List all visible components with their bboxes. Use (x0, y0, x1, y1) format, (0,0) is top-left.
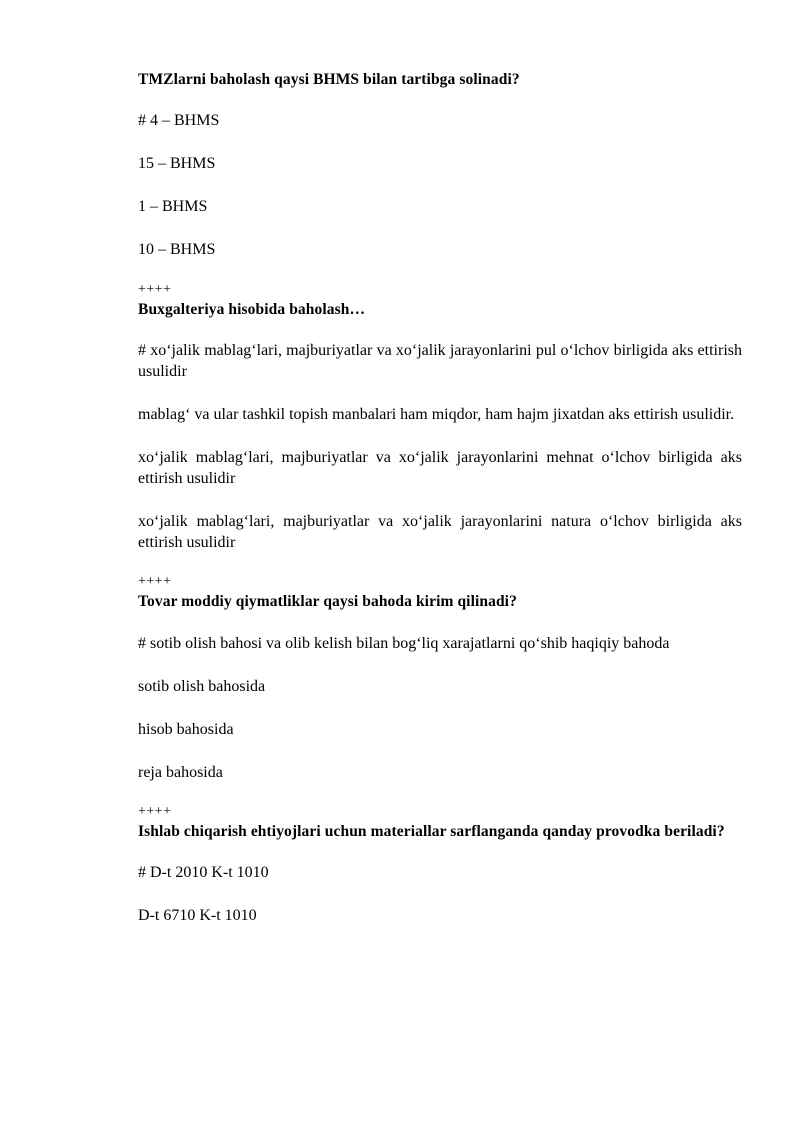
answer-option: # D-t 2010 K-t 1010 (138, 864, 269, 882)
question-heading: Ishlab chiqarish ehtiyojlari uchun materiallar sarflanganda qanday provodka beriladi? (138, 823, 725, 841)
document-body (138, 70, 742, 926)
question-heading: Tovar moddiy qiymatliklar qaysi bahoda kirim qilinadi? (138, 593, 517, 611)
answer-option: # sotib olish bahosi va olib kelish bilan bogʻliq xarajatlarni qoʻshib haqiqiy bahoda (138, 634, 670, 652)
answer-option: # xoʻjalik mablagʻlari, majburiyatlar va xoʻjalik jarayonlarini pul oʻlchov birligida aks ettirish usulidir (138, 341, 742, 380)
answer-option: xoʻjalik mablagʻlari, majburiyatlar va xoʻjalik jarayonlarini mehnat oʻlchov birligida aks ettirish usulidir (138, 449, 742, 488)
answer-option: hisob bahosida (138, 720, 234, 738)
question-block (138, 283, 742, 554)
question-heading: TMZlarni baholash qaysi BHMS bilan tartibga solinadi? (138, 71, 520, 88)
section-separator: ++++ (138, 281, 172, 297)
section-separator: ++++ (138, 804, 172, 820)
answer-option: 1 – BHMS (138, 198, 208, 216)
answer-option: sotib olish bahosida (138, 677, 266, 695)
answer-option: xoʻjalik mablagʻlari, majburiyatlar va xoʻjalik jarayonlarini natura oʻlchov birligida aks ettirish usulidir (138, 513, 742, 552)
question-block (138, 70, 742, 261)
answer-option: D-t 6710 K-t 1010 (138, 907, 257, 925)
question-block (138, 805, 742, 926)
section-separator: ++++ (138, 574, 172, 590)
question-block (138, 575, 742, 783)
answer-option: reja bahosida (138, 763, 223, 781)
answer-option: # 4 – BHMS (138, 112, 220, 130)
answer-option: mablagʻ va ular tashkil topish manbalari ham miqdor, ham hajm jixatdan aks ettirish usulidir. (138, 405, 735, 423)
question-heading: Buxgalteriya hisobida baholash… (138, 300, 366, 318)
answer-option: 10 – BHMS (138, 241, 216, 259)
answer-option: 15 – BHMS (138, 155, 216, 173)
